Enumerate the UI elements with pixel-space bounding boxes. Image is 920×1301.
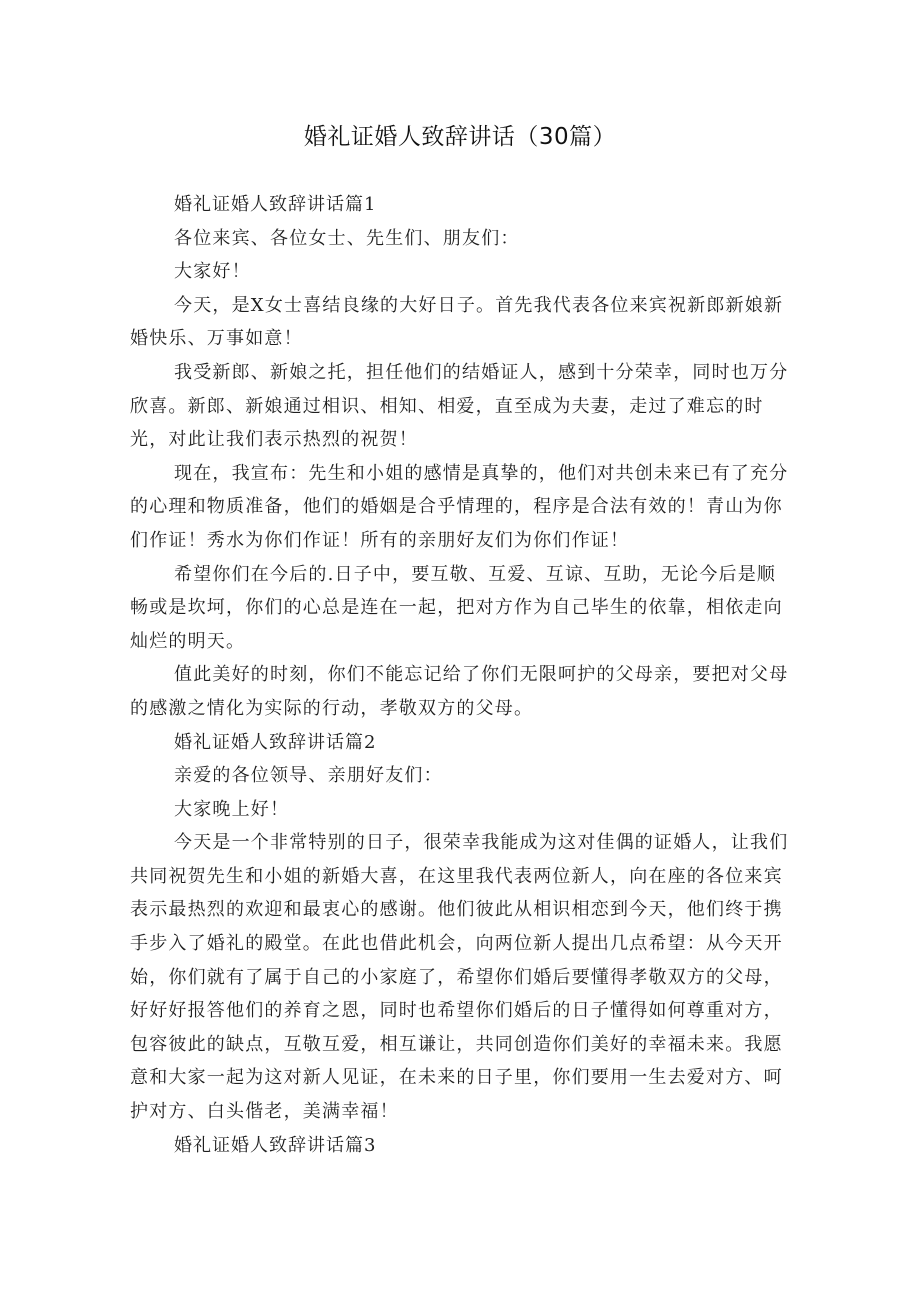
paragraph: 希望你们在今后的.日子中，要互敬、互爱、互谅、互助，无论今后是顺畅或是坎坷，你们的心总是连在一起，把对方作为自己毕生的依靠，相依走向灿烂的明天。 [130, 563, 783, 652]
paragraph-salutation-2: 亲爱的各位领导、亲朋好友们： [174, 765, 443, 787]
document-body [130, 188, 790, 1162]
section-heading-1: 婚礼证婚人致辞讲话篇1 [174, 194, 377, 215]
document-title: 婚礼证婚人致辞讲话（30篇） [303, 124, 617, 150]
paragraph: 今天，是X女士喜结良缘的大好日子。首先我代表各位来宾祝新郎新娘新婚快乐、万事如意！ [130, 294, 784, 350]
section-heading-3: 婚礼证婚人致辞讲话篇3 [174, 1134, 377, 1156]
paragraph-salutation-1: 各位来宾、各位女士、先生们、朋友们： [174, 227, 520, 249]
paragraph: 现在，我宣布：先生和小姐的感情是真挚的，他们对共创未来已有了充分的心理和物质准备，他们的婚姻是合乎情理的，程序是合法有效的！青山为你们作证！秀水为你们作证！所有的亲朋好友们为你们作证！ [130, 462, 789, 551]
paragraph-greeting-2: 大家晚上好！ [174, 798, 290, 820]
section-heading-2: 婚礼证婚人致辞讲话篇2 [174, 731, 377, 753]
paragraph: 我受新郎、新娘之托，担任他们的结婚证人，感到十分荣幸，同时也万分欣喜。新郎、新娘通过相识、相知、相爱，直至成为夫妻，走过了难忘的时光，对此让我们表示热烈的祝贺！ [130, 361, 789, 451]
paragraph-greeting-1: 大家好！ [174, 261, 251, 283]
paragraph: 今天是一个非常特别的日子，很荣幸我能成为这对佳偶的证婚人，让我们共同祝贺先生和小姐的新婚大喜，在这里我代表两位新人，向在座的各位来宾表示最热烈的欢迎和最衷心的感谢。他们彼此从相识相恋到今天，他们终于携手步入了婚礼的殿堂。在此也借此机会，向两位新人提出几点希望：从今天开始，你们就有了属于自己的小家庭了，希望你们婚后要懂得孝敬双方的父母，好好好报答他们的养育之恩，同时也希望你们婚后的日子懂得如何尊重对方，包容彼此的缺点，互敬互爱，相互谦让，共同创造你们美好的幸福未来。我愿意和大家一起为这对新人见证，在未来的日子里，你们要用一生去爱对方、呵护对方、白头偕老，美满幸福！ [130, 832, 789, 1123]
paragraph: 值此美好的时刻，你们不能忘记给了你们无限呵护的父母亲，要把对父母的感激之情化为实际的行动，孝敬双方的父母。 [130, 664, 789, 719]
